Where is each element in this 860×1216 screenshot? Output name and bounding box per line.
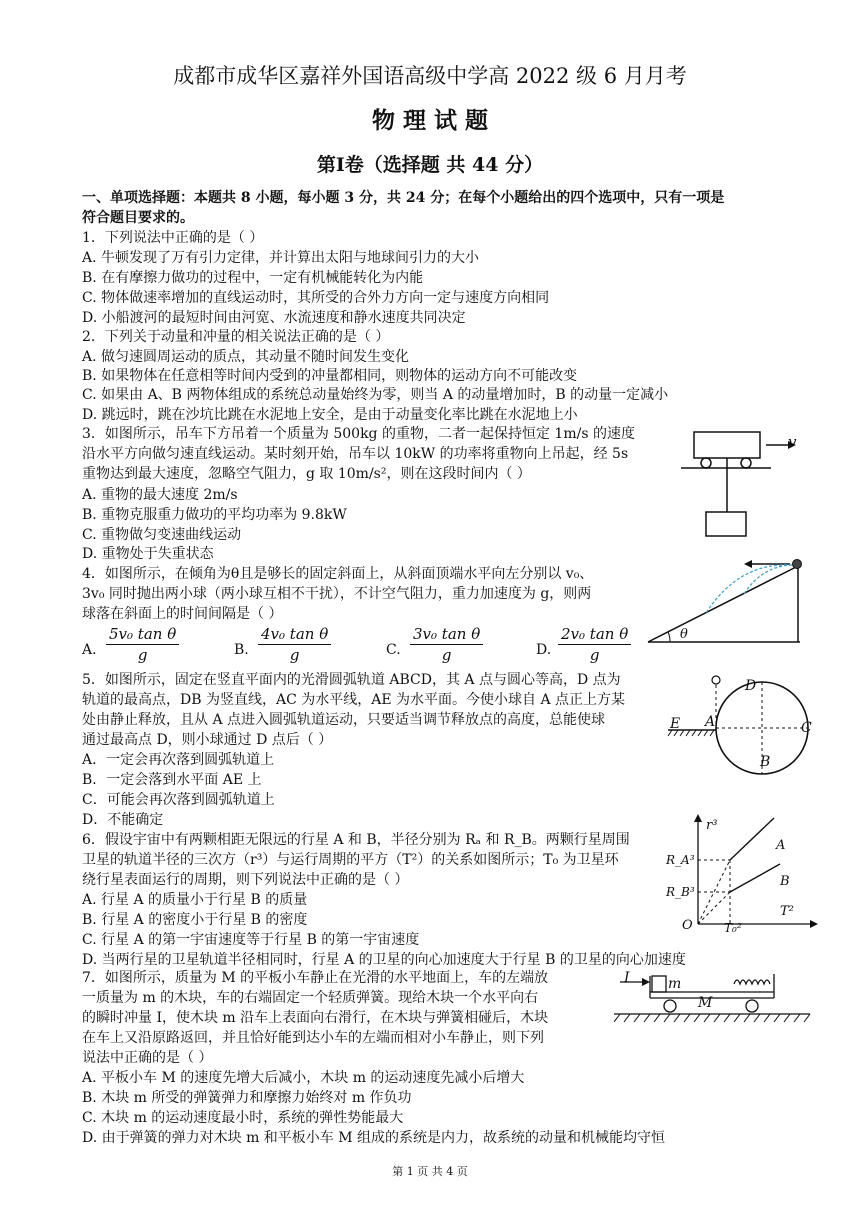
question-4-option-b-fraction [258,624,331,665]
graph-x-axis-label: T² [780,904,794,919]
track-label-c: C [801,720,812,736]
question-4-option-d-label: D. [536,642,552,658]
question-6-stem-line2: 卫星的轨道半径的三次方（r³）与运行周期的平方（T²）的关系如图所示；T₀ 为卫星环 [82,852,619,868]
question-2-stem: 2．下列关于动量和冲量的相关说法正确的是（ ） [82,329,390,345]
question-2-option-a: A. 做匀速圆周运动的质点，其动量不随时间发生变化 [82,349,410,365]
option-d-numerator: 2v₀ tan θ [558,624,631,645]
question-6-stem-line1: 6．假设宇宙中有两颗相距无限远的行星 A 和 B，半径分别为 Rₐ 和 R_B。两颗行星周围 [82,832,630,848]
question-7-option-c: C. 木块 m 的运动速度最小时，系统的弹性势能最大 [82,1110,404,1126]
question-4-stem-line3: 球落在斜面上的时间间隔是（ ） [82,606,283,622]
question-7-option-b: B. 木块 m 所受的弹簧弹力和摩擦力始终对 m 作负功 [82,1090,412,1106]
question-5-option-b: B．一定会落到水平面 AE 上 [82,772,262,788]
part1-heading-line2: 符合题目要求的。 [82,210,194,226]
question-5-stem-line4: 通过最高点 D，则小球通过 D 点后（ ） [82,732,333,748]
option-b-numerator: 4v₀ tan θ [258,624,331,645]
question-5-stem-line2: 轨道的最高点，DB 为竖直线，AC 为水平线，AE 为水平面。今使小球自 A 点正上方某 [82,692,626,708]
cart-mass-label: M [698,995,713,1011]
question-5-option-a: A．一定会再次落到圆弧轨道上 [82,752,275,768]
question-7-stem-line3: 的瞬时冲量 I，使木块 m 沿车上表面向右滑行，在木块与弹簧相碰后，木块 [82,1010,549,1026]
question-5-option-d: D．不能确定 [82,812,164,828]
question-4-stem-line2: 3v₀ 同时抛出两小球（两小球互相不干扰），不计空气阻力，重力加速度为 g，则两 [82,586,592,602]
part1-heading-line1: 一、单项选择题：本题共 8 小题，每小题 3 分，共 24 分；在每个小题给出的四个选项中，只有一项是 [82,190,725,206]
question-1-option-b: B. 在有摩擦力做功的过程中，一定有机械能转化为内能 [82,270,424,286]
option-b-denominator: g [289,646,300,664]
question-3-option-a: A. 重物的最大速度 2m/s [82,487,238,503]
question-3-option-c: C. 重物做匀变速曲线运动 [82,527,242,543]
question-3-stem-line2: 沿水平方向做匀速直线运动。某时刻开始，吊车以 10kW 的功率将重物向上吊起，经 5s [82,446,629,462]
question-5-option-c: C．可能会再次落到圆弧轨道上 [82,792,275,808]
question-1-option-d: D. 小船渡河的最短时间由河宽、水流速度和静水速度共同决定 [82,310,466,326]
question-6-option-c: C. 行星 A 的第一宇宙速度等于行星 B 的第一宇宙速度 [82,932,420,948]
question-2-option-c: C. 如果由 A、B 两物体组成的系统总动量始终为零，则当 A 的动量增加时，B 的动量一定减小 [82,387,669,403]
question-3-stem-line1: 3．如图所示，吊车下方吊着一个质量为 500kg 的重物，二者一起保持恒定 1m/s 的速度 [82,426,635,442]
circular-track-figure [664,668,824,808]
question-7-stem-line1: 7．如图所示，质量为 M 的平板小车静止在光滑的水平地面上，车的左端放 [82,970,549,986]
section-title: 第Ⅰ卷（选择题 共 44 分） [316,154,544,176]
question-1-option-c: C. 物体做速率增加的直线运动时，其所受的合外力方向一定与速度方向相同 [82,290,550,306]
cart-spring-figure [614,970,814,1036]
question-4-option-a-fraction [106,624,179,665]
crane-velocity-label: v [788,433,797,451]
question-3-stem-line3: 重物达到最大速度，忽略空气阻力，g 取 10m/s²，则在这段时间内（ ） [82,466,531,482]
question-6-option-b: B. 行星 A 的密度小于行星 B 的密度 [82,912,308,928]
track-label-d: D [745,678,757,694]
question-7-option-d: D. 由于弹簧的弹力对木块 m 和平板小车 M 组成的系统是内力，故系统的动量和机械能均守恒 [82,1130,666,1146]
question-6-stem-line3: 绕行星表面运行的周期，则下列说法中正确的是（ ） [82,872,409,888]
question-4-option-a-label: A. [82,642,97,658]
question-4-option-c-label: C. [386,642,401,658]
page-footer: 第 1 页 共 4 页 [392,1165,468,1178]
question-7-stem-line5: 说法中正确的是（ ） [82,1050,213,1066]
question-3-option-d: D. 重物处于失重状态 [82,546,214,562]
school-title: 成都市成华区嘉祥外国语高级中学高 2022 级 6 月月考 [173,64,687,88]
graph-origin-label: O [682,918,693,933]
question-5-stem-line3: 处由静止释放，且从 A 点进入圆弧轨道运动，只要适当调节释放点的高度，总能使球 [82,712,606,728]
question-4-stem-line1: 4．如图所示，在倾角为θ且是够长的固定斜面上，从斜面顶端水平向左分别以 v₀、 [82,566,594,582]
track-label-e: E [670,716,681,732]
track-label-b: B [760,754,771,770]
crane-figure [676,424,806,544]
option-a-denominator: g [137,646,148,664]
question-6-option-d: D. 当两行星的卫星轨道半径相同时，行星 A 的卫星的向心加速度大于行星 B 的卫星的向心加速度 [82,952,686,968]
question-4-option-b-label: B. [234,642,249,658]
graph-ra-label: R_A³ [666,853,695,867]
graph-line-b-label: B [780,874,790,889]
question-6-option-a: A. 行星 A 的质量小于行星 B 的质量 [82,892,308,908]
option-a-numerator: 5v₀ tan θ [106,624,179,645]
incline-angle-label: θ [680,627,688,642]
cart-impulse-label: I [624,970,630,986]
question-7-option-a: A. 平板小车 M 的速度先增大后减小，木块 m 的运动速度先减小后增大 [82,1070,525,1086]
graph-y-axis-label: r³ [706,818,718,833]
question-4-option-c-fraction [410,624,483,665]
question-1-stem: 1．下列说法中正确的是（ ） [82,230,264,246]
graph-rb-label: R_B³ [666,885,695,899]
question-5-stem-line1: 5．如图所示，固定在竖直平面内的光滑圆弧轨道 ABCD，其 A 点与圆心等高，D 点为 [82,672,621,688]
question-3-option-b: B. 重物克服重力做功的平均功率为 9.8kW [82,507,347,523]
question-2-option-b: B. 如果物体在任意相等时间内受到的冲量都相同，则物体的运动方向不可能改变 [82,368,578,384]
option-c-numerator: 3v₀ tan θ [410,624,483,645]
graph-t0-label: T₀² [724,921,742,935]
incline-figure [644,552,814,646]
question-2-option-d: D. 跳远时，跳在沙坑比跳在水泥地上安全，是由于动量变化率比跳在水泥地上小 [82,407,578,423]
option-d-denominator: g [589,646,600,664]
option-c-denominator: g [441,646,452,664]
question-7-stem-line4: 在车上又沿原路返回，并且恰好能到达小车的左端而相对小车静止，则下列 [82,1030,544,1046]
subject-title: 物 理 试 题 [371,107,489,134]
question-4-option-d-fraction [558,624,631,665]
track-label-a: A [705,714,716,730]
question-7-stem-line2: 一质量为 m 的木块，车的右端固定一个轻质弹簧。现给木块一个水平向右 [82,990,539,1006]
graph-line-a-label: A [776,838,786,853]
question-1-option-a: A. 牛顿发现了万有引力定律，并计算出太阳与地球间引力的大小 [82,250,480,266]
cart-block-label: m [668,976,682,992]
